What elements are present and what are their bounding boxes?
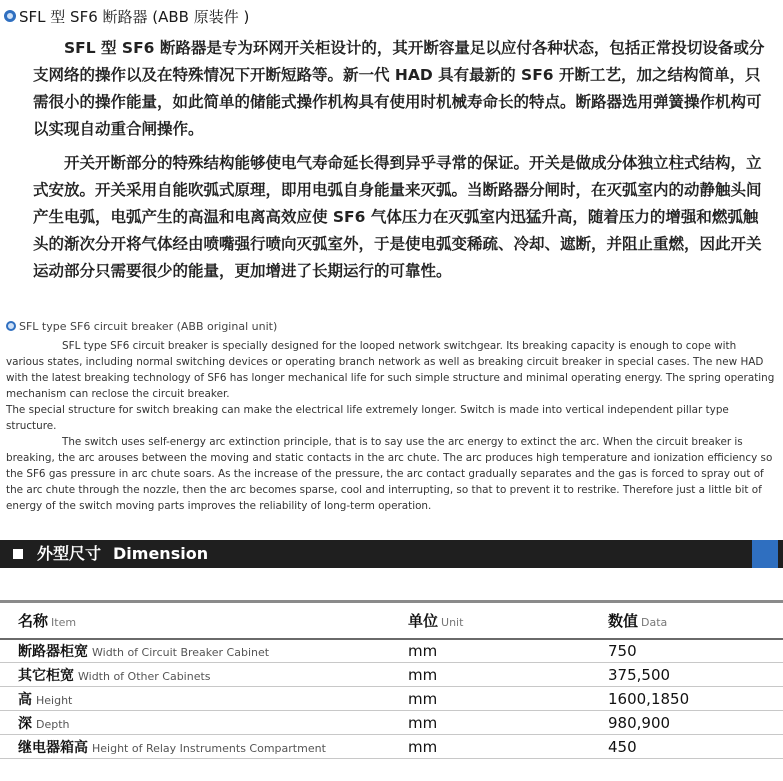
dimension-table: [0, 600, 783, 759]
row-item: [0, 663, 390, 687]
row-item-cn: 继电器箱高: [18, 739, 88, 756]
row-unit: mm: [390, 687, 590, 711]
row-item: [0, 639, 390, 663]
section-title-en: Dimension: [113, 544, 209, 563]
row-value: 375,500: [590, 663, 783, 687]
header-data-cn: 数值: [608, 611, 639, 630]
row-item-cn: 断路器柜宽: [18, 643, 88, 660]
row-value: 980,900: [590, 711, 783, 735]
square-bullet-icon: [13, 549, 23, 559]
cn-paragraph-2-text: 开关开断部分的特殊结构能够使电气寿命延长得到异乎寻常的保证。开关是做成分体独立柱式结构，立式安放。开关采用自能吹弧式原理，即用电弧自身能量来灭弧。当断路器分闸时，在灭弧室内的动静触头间产生电弧，电弧产生的高温和电离高效应使 SF6 气体压力在灭弧室内迅猛升高，随着压力的增强和燃弧触头的渐次分开将气体经由喷嘴强行喷向灭弧室外，于是使电弧变稀疏、冷却、遮断，并阻止重燃，因此开关运动部分只需要很少的能量，更加增进了长期运行的可靠性。: [33, 154, 762, 280]
row-unit: mm: [390, 663, 590, 687]
cn-paragraph-1: [33, 35, 768, 143]
header-unit-en: Unit: [441, 615, 464, 629]
row-unit: mm: [390, 639, 590, 663]
row-item-en: Width of Other Cabinets: [78, 669, 211, 683]
row-item-en: Height: [36, 693, 73, 707]
header-data: [590, 602, 783, 639]
row-item-cn: 深: [18, 715, 32, 732]
header-item: [0, 602, 390, 639]
row-item: [0, 735, 390, 759]
header-unit-cn: 单位: [408, 611, 439, 630]
table-row: [0, 639, 783, 663]
accent-block: [752, 540, 778, 568]
cn-heading-text: SFL 型 SF6 断路器 (ABB 原装件 ): [19, 8, 250, 26]
row-item-en: Width of Circuit Breaker Cabinet: [92, 645, 270, 659]
section-title: [37, 543, 208, 565]
en-paragraph-3: [6, 434, 776, 514]
cn-paragraph-2: [33, 150, 768, 285]
cn-paragraph-1-text: SFL 型 SF6 断路器是专为环网开关柜设计的，其开断容量足以应付各种状态，包括正常投切设备或分支网络的操作以及在特殊情况下开断短路等。新一代 HAD 具有最新的 SF6 开断工艺，加之结构简单，只需很小的操作能量，如此简单的储能式操作机构具有使用时机械寿命长的特点。断路器选用弹簧操作机构可以实现自动重合闸操作。: [33, 39, 765, 138]
en-paragraph-1-text: SFL type SF6 circuit breaker is specially designed for the looped network switchgear. Its breaking capacity is enough to cope with various states, including normal switching devices or operating branch network as well as breaking circuit breaker in special cases. The new HAD with the latest breaking technology of SF6 has longer mechanical life for such simple structure and minimal operating energy. The spring operating mechanism can reclose the circuit breaker.: [6, 340, 775, 400]
header-item-en: Item: [51, 615, 77, 629]
en-paragraph-2-text: The special structure for switch breaking can make the electrical life extremely longer. Switch is made into vertical independent pillar type structure.: [6, 404, 729, 432]
table-row: [0, 711, 783, 735]
row-unit: mm: [390, 735, 590, 759]
cn-heading: [4, 6, 249, 28]
en-paragraph-1: [6, 338, 776, 402]
row-unit: mm: [390, 711, 590, 735]
header-data-en: Data: [641, 615, 668, 629]
row-value: 450: [590, 735, 783, 759]
row-item-cn: 其它柜宽: [18, 667, 74, 684]
circle-bullet-icon: [4, 10, 16, 22]
row-item: [0, 711, 390, 735]
row-value: 1600,1850: [590, 687, 783, 711]
table-row: [0, 663, 783, 687]
row-item-en: Depth: [36, 717, 70, 731]
table-row: [0, 687, 783, 711]
table-row: [0, 735, 783, 759]
header-item-cn: 名称: [18, 611, 49, 630]
en-paragraph-2: [6, 402, 776, 434]
row-item-en: Height of Relay Instruments Compartment: [92, 741, 326, 755]
row-item-cn: 高: [18, 691, 32, 708]
en-paragraph-3-text: The switch uses self-energy arc extinction principle, that is to say use the arc energy to extinct the arc. When the circuit breaker is breaking, the arc arouses between the moving and static contacts in the arc chute. The arc produces high temperature and ionization efficiency so the SF6 gas pressure in arc chute soars. As the increase of the pressure, the arc contact gradually separates and the gas is forced to spray out of the arc chute through the nozzle, then the arc becomes sparse, cool and interrupting, so that to prevent it to restrike. Therefore just a little bit of energy of the switch moving parts improves the reliability of long-term operation.: [6, 436, 773, 512]
en-heading: [6, 320, 277, 334]
row-value: 750: [590, 639, 783, 663]
header-unit: [390, 602, 590, 639]
dimension-section-bar: [0, 540, 783, 568]
circle-bullet-icon: [6, 321, 16, 331]
row-item: [0, 687, 390, 711]
section-title-cn: 外型尺寸: [37, 544, 102, 563]
en-heading-text: SFL type SF6 circuit breaker (ABB original unit): [19, 320, 278, 333]
table-header-row: [0, 602, 783, 639]
